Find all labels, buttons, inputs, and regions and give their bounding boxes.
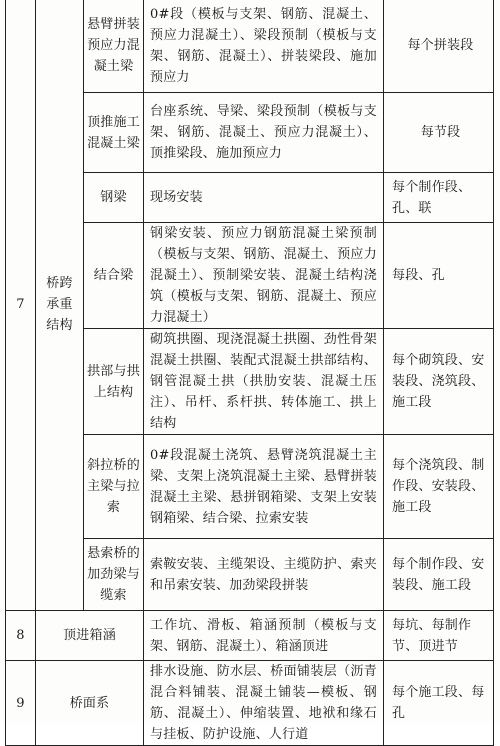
subitem-cell: 结合梁 (84, 223, 144, 329)
batch-unit-cell: 每坑、每制作节、顶进节 (384, 611, 494, 661)
batch-unit-cell: 每个砌筑段、安装段、浇筑段、施工段 (384, 329, 494, 435)
batch-unit-cell: 每个制作段、安装段、施工段 (384, 539, 494, 611)
work-item-cell: 索鞍安装、主缆架设、主缆防护、索夹和吊索安装、加劲梁段拼装 (144, 539, 384, 611)
subitem-cell: 顶推施工混凝土梁 (84, 93, 144, 173)
item-name-cell: 顶进箱涵 (36, 611, 144, 661)
inspection-batch-table (5, 0, 494, 746)
work-item-cell: 台座系统、导梁、梁段预制（模板与支架、钢筋、混凝土、预应力混凝土）、顶推梁段、施加预应力 (144, 93, 384, 173)
subitem-cell: 拱部与拱上结构 (84, 329, 144, 435)
work-item-cell: 钢梁安装、预应力钢筋混凝土梁预制（模板与支架、钢筋、混凝土、预应力混凝土）、预制梁安装、混凝土结构浇筑（模板与支架、钢筋、混凝土、预应力混凝土） (144, 223, 384, 329)
work-item-cell: 工作坑、滑板、箱涵预制（模板与支架、钢筋、混凝土）、箱涵顶进 (144, 611, 384, 661)
item-name-cell: 桥面系 (36, 661, 144, 746)
batch-unit-cell: 每个拼装段 (384, 0, 494, 93)
work-item-cell: 0#段混凝土浇筑、悬臂浇筑混凝土主梁、支架上浇筑混凝土主梁、悬臂拼装混凝土主梁、悬拼钢箱梁、支架上安装钢箱梁、结合梁、拉索安装 (144, 435, 384, 539)
subitem-cell: 悬臂拼装预应力混凝土梁 (84, 0, 144, 93)
category-cell: 桥跨承重结构 (36, 0, 84, 611)
batch-unit-cell: 每节段 (384, 93, 494, 173)
row-number: 9 (6, 661, 36, 746)
row-number: 7 (6, 0, 36, 611)
work-item-cell: 0#段（模板与支架、钢筋、混凝土、预应力混凝土）、梁段预制（模板与支架、钢筋、混凝土）、拼装梁段、施加预应力 (144, 0, 384, 93)
subitem-cell: 斜拉桥的主梁与拉索 (84, 435, 144, 539)
row-number: 8 (6, 611, 36, 661)
subitem-cell: 悬索桥的加劲梁与缆索 (84, 539, 144, 611)
batch-unit-cell: 每个浇筑段、制作段、安装段、施工段 (384, 435, 494, 539)
batch-unit-cell: 每个制作段、孔、联 (384, 173, 494, 223)
subitem-cell: 钢梁 (84, 173, 144, 223)
batch-unit-cell: 每个施工段、每孔 (384, 661, 494, 746)
table-row (6, 0, 494, 93)
batch-unit-cell: 每段、孔 (384, 223, 494, 329)
work-item-cell: 砌筑拱圈、现浇混凝土拱圈、劲性骨架混凝土拱圈、装配式混凝土拱部结构、钢管混凝土拱（拱肋安装、混凝土压注）、吊杆、系杆拱、转体施工、拱上结构 (144, 329, 384, 435)
table-row (6, 611, 494, 661)
work-item-cell: 排水设施、防水层、桥面铺装层（沥青混合料铺装、混凝土铺装—模板、钢筋、混凝土）、伸缩装置、地袱和缘石与挂板、防护设施、人行道 (144, 661, 384, 746)
work-item-cell: 现场安装 (144, 173, 384, 223)
table-row (6, 661, 494, 746)
